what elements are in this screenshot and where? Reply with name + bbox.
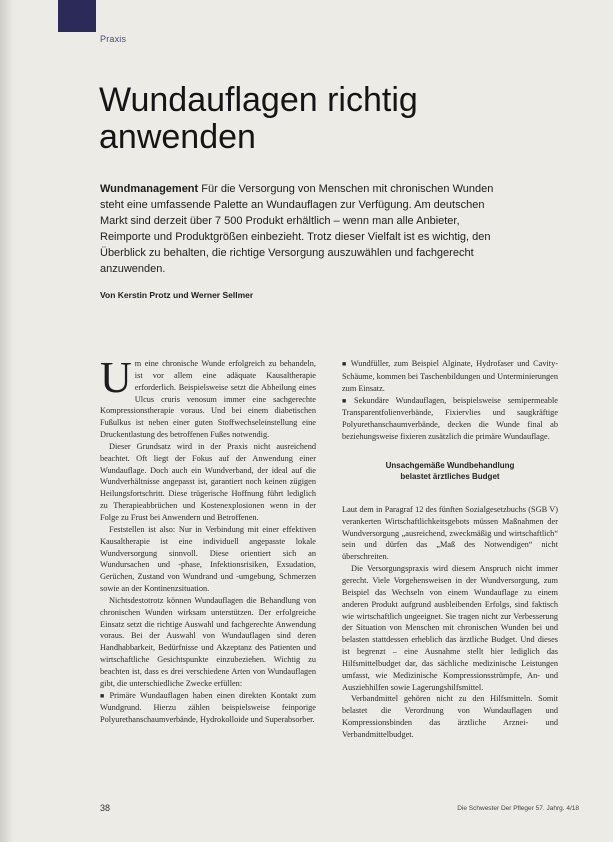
bullet-square-icon: ■ — [100, 692, 107, 700]
paragraph: Laut dem in Paragraf 12 des fünften Sozialgesetzbuchs (SGB V) verankerten Wirtschaftlichkeitsgebots müssen Maßnahmen der Wundversorgung „ausreichend, zweckmäßig und wirtschaftlich“ sein und dürfen das „Maß des Notwendigen“ nicht überschreiten. — [342, 504, 558, 562]
article-title: Wundauflagen richtig anwenden — [99, 81, 418, 156]
paragraph: Die Versorgungspraxis wird diesem Anspruch nicht immer gerecht. Viele Vorgehensweisen in der Wundversorgung, zum Beispiel das Wechseln von einem Wundauflage zu einem anderen Produkt aufgrund ausbleibenden Erfolgs, sind faktisch wie wirtschaftlich ungeeignet. Sie tragen nicht zur Verbesserung der Situation von Menschen mit chronischen Wunden bei und belasten stattdessen erheblich das ärztliche Budget. Und dieses ist begrenzt – eine Ausnahme stellt hier lediglich das Hilfsmittelbudget dar, das sächliche medizinische Leistungen umfasst, wie Medizinische Kompressionsstrümpfe, An- und Ausziehhilfen sowie Lagerungshilfsmittel. — [342, 564, 558, 692]
paragraph-intro-text: m eine chronische Wunde erfolgreich zu behandeln, ist vor allem eine adäquate Kausaltherapie erforderlich. Beispielsweise setzt die Abheilung eines Ulcus cruris venosum immer eine sachgerechte Kompressionstherapie voraus. Und bei einem diabetischen Fußulkus ist neben einer guten Stoffwechseleinstellung eine Druckentlastung des betroffenen Fußes notwendig. — [100, 359, 316, 440]
page-edge-shadow — [0, 0, 14, 842]
lead-text: Für die Versorgung von Menschen mit chronischen Wunden steht eine umfassende Palette an Wundauflagen zur Verfügung. Am deutschen Markt sind derzeit über 7 500 Produkt erhältlich – wenn man alle Anbieter, Reimporte und Produktgrößen einbezieht. Trotz dieser Vielfalt ist es wichtig, den Überblick zu behalten, die richtige Versorgung auszuwählen und fachgerecht anzuwenden. — [100, 183, 494, 275]
paragraph: Feststellen ist also: Nur in Verbindung mit einer effektiven Kausaltherapie ist eine individuell angepasste lokale Wundversorgung sinnvoll. Diese orientiert sich an Wundursachen und -phase, Infektionsrisiken, Exsudation, Gerüchen, Zustand von Wundrand und -umgebung, Schmerzen sowie an der Kontinenzsituation. — [100, 524, 316, 594]
section-label: Praxis — [100, 34, 127, 44]
bullet-item: ■ Primäre Wundauflagen haben einen direkten Kontakt zum Wundgrund. Hierzu zählen beispielsweise feinporige Polyurethanschaumverbände, Hydrokolloide und Superabsorber. — [100, 690, 316, 725]
page-number: 38 — [100, 803, 111, 813]
bullet-item: ■ Wundfüller, zum Beispiel Alginate, Hydrofaser und Cavity-Schäume, kommen bei Taschenbildungen und Unterminierungen zum Einsatz. — [342, 359, 558, 393]
paragraph-intro — [100, 353, 316, 441]
bullet-square-icon: ■ — [342, 397, 351, 405]
paragraph: Dieser Grundsatz wird in der Praxis nicht ausreichend beachtet. Oft liegt der Fokus auf der Anwendung einer Wundauflage. Doch auch ein Wundverband, der ideal auf die Wundverhältnisse angepasst ist, garantiert noch keinen zügigen Heilungsfortschritt. Diese trügerische Hoffnung führt lediglich zu Therapieabbrüchen und Kostenexplosionen wenn in der Folge zu Frust bei Anwendern und Betroffenen. — [100, 441, 316, 522]
article-lead — [100, 181, 510, 277]
bullet-item: ■ Sekundäre Wundauflagen, beispielsweise semipermeable Transparentfolienverbände, Fixiervlies und saugkräftige Polyurethanschaumverbände, decken die Wunde final ab beziehungsweise fixieren zusätzlich die primäre Wundauflage. — [342, 395, 558, 442]
byline: Von Kerstin Protz und Werner Sellmer — [100, 290, 254, 300]
subheading: Unsachgemäße Wundbehandlung belastet ärztliches Budget — [385, 460, 515, 481]
bullet-square-icon: ■ — [342, 361, 348, 368]
left-column — [100, 353, 316, 726]
paragraph: Nichtsdestotrotz können Wundauflagen die Behandlung von chronischen Wunden wirksam unterstützen. Der erfolgreiche Einsatz setzt die richtige Auswahl und fachgerechte Anwendung voraus. Bei der Auswahl von Wundauflagen sind deren Handhabbarkeit, Bedürfnisse und Akzeptanz des Patienten und wirtschaftliche Gesichtspunkte einzubeziehen. Wichtig zu beachten ist, dass es drei verschiedene Arten von Wundauflagen gibt, die unterschiedliche Zwecke erfüllen: — [100, 595, 316, 688]
paragraph: Verbandmittel gehören nicht zu den Hilfsmitteln. Somit belastet die Verordnung von Wundauflagen und Kompressionsbinden das ärztliche Arznei- und Verbandmittelbudget. — [342, 694, 558, 739]
lead-kicker: Wundmanagement — [100, 183, 199, 195]
right-column — [342, 358, 558, 741]
section-color-block — [58, 0, 96, 32]
journal-reference: Die Schwester Der Pfleger 57. Jahrg. 4/18 — [457, 805, 579, 812]
dropcap: U — [100, 353, 132, 402]
